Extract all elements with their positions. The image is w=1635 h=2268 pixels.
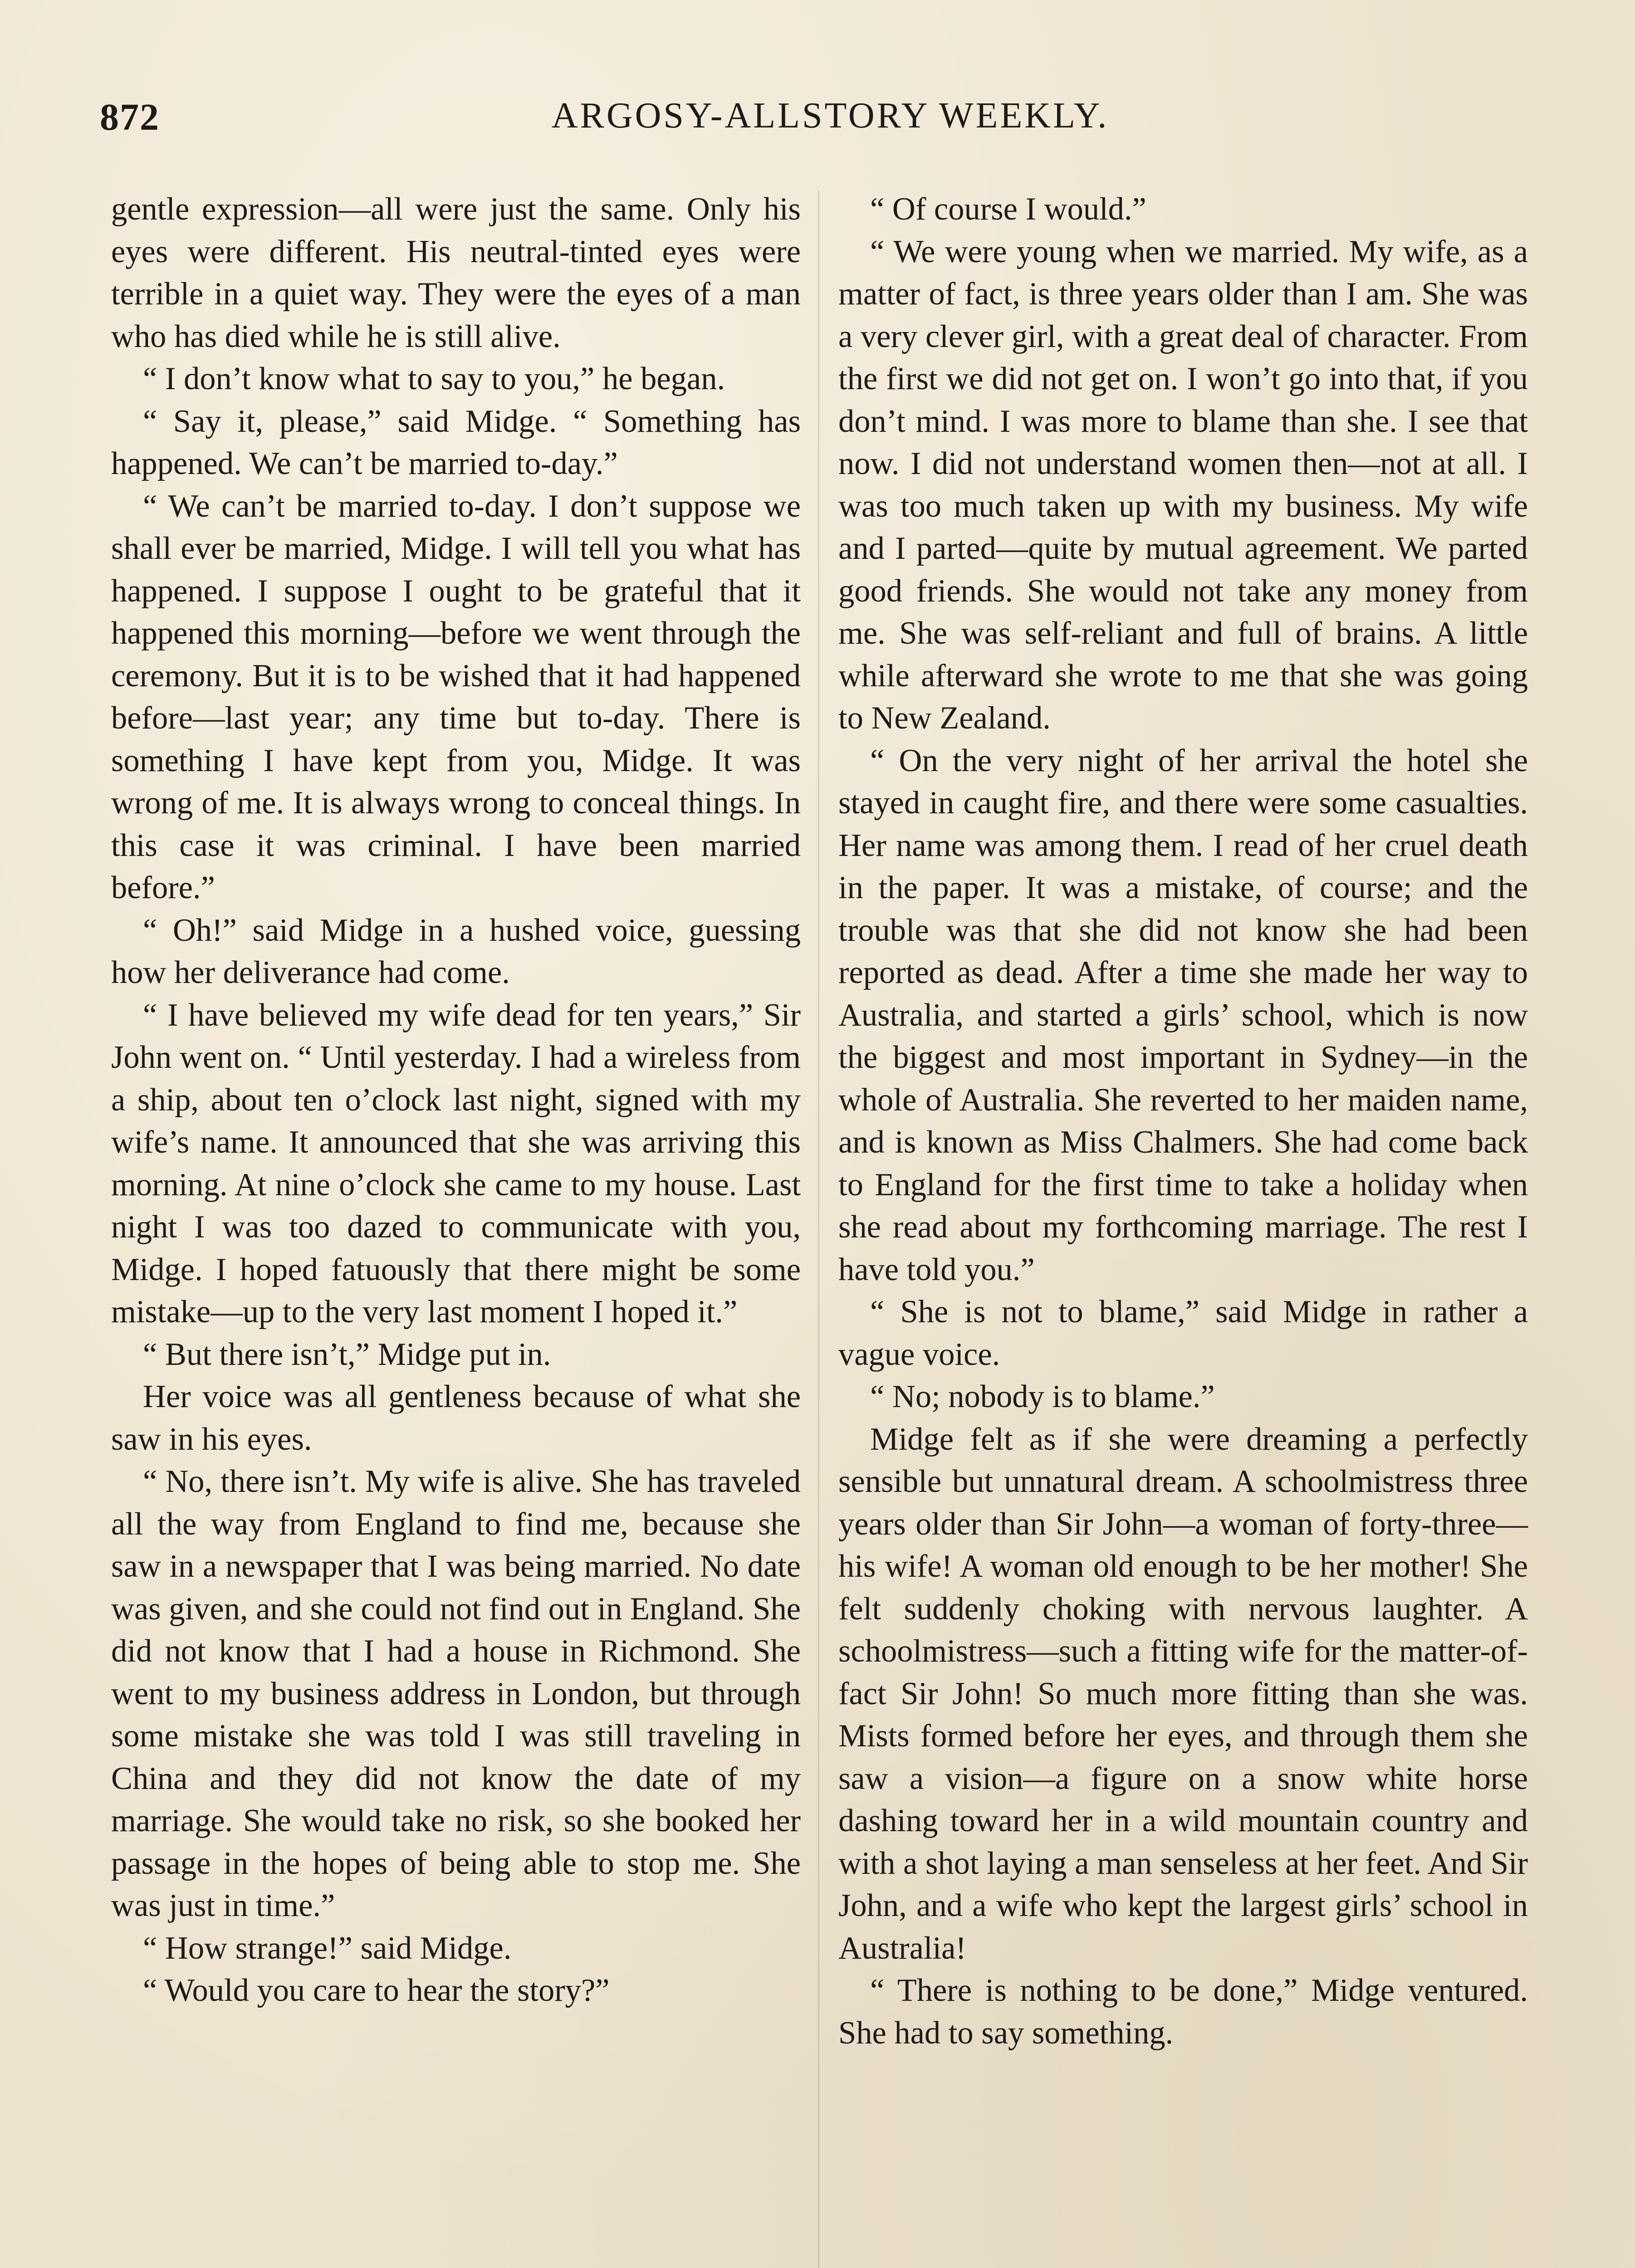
running-head-title: ARGOSY-ALLSTORY WEEKLY.	[551, 96, 1109, 136]
column-divider	[818, 191, 819, 2268]
paragraph: “ I have believed my wife dead for ten years,” Sir John went on. “ Until yesterday. I had a wireless from a ship, about ten o’clock last night, signed with my wife’s name. It announced that she was arriving this morning. At nine o’clock she came to my house. Last night I was too dazed to communicate with you, Midge. I hoped fatuously that there might be some mistake—up to the very last moment I hoped it.”	[111, 997, 801, 1330]
paragraph: “ No, there isn’t. My wife is alive. She has traveled all the way from England to find me, because she saw in a newspaper that I was being married. No date was given, and she could not find out in England. She did not know that I had a house in Richmond. She went to my business address in London, but through some mistake she was told I was still traveling in China and they did not know the date of my marriage. She would take no risk, so she booked her passage in the hopes of being able to stop me. She was just in time.”	[111, 1464, 801, 1923]
paragraph: “ We can’t be married to-day. I don’t suppose we shall ever be married, Midge. I will tell you what has happened. I suppose I ought to be grateful that it happened this morning—before we went through the ceremony. But it is to be wished that it had happened before—last year; any time but to-day. There is something I have kept from you, Midge. It was wrong of me. It is always wrong to conceal things. In this case it was criminal. I have been married before.”	[111, 488, 801, 905]
paragraph: “ Say it, please,” said Midge. “ Something has happened. We can’t be married to-day.”	[111, 403, 801, 481]
paragraph: “ Would you care to hear the story?”	[143, 1973, 610, 2008]
paragraph: Her voice was all gentleness because of what she saw in his eyes.	[111, 1379, 801, 1457]
paragraph: gentle expression—all were just the same. Only his eyes were different. His neutral-tinted eyes were terrible in a quiet way. They were the eyes of a man who has died while he is still alive.	[111, 191, 801, 354]
paragraph: “ Of course I would.”	[870, 191, 1146, 227]
paragraph: “ But there isn’t,” Midge put in.	[143, 1336, 551, 1372]
paragraph: “ Oh!” said Midge in a hushed voice, guessing how her deliverance had come.	[111, 912, 801, 990]
paragraph: “ We were young when we married. My wife, as a matter of fact, is three years older than I am. She was a very clever girl, with a great deal of character. From the first we did not get on. I won’t go into that, if you don’t mind. I was more to blame than she. I see that now. I did not understand women then—not at all. I was too much taken up with my business. My wife and I parted—quite by mutual agreement. We parted good friends. She would not take any money from me. She was self-reliant and full of brains. A little while afterward she wrote to me that she was going to New Zealand.	[838, 234, 1528, 736]
paragraph: “ I don’t know what to say to you,” he began.	[143, 361, 725, 396]
page-header	[100, 95, 1561, 150]
paragraph: “ There is nothing to be done,” Midge ventured. She had to say something.	[838, 1973, 1528, 2051]
paragraph: “ She is not to blame,” said Midge in rather a vague voice.	[838, 1294, 1528, 1372]
paragraph: “ On the very night of her arrival the hotel she stayed in caught fire, and there were some casualties. Her name was among them. I read of her cruel death in the paper. It was a mistake, of course; and the trouble was that she did not know she had been reported as dead. After a time she made her way to Australia, and started a girls’ school, which is now the biggest and most important in Sydney—in the whole of Australia. She reverted to her maiden name, and is known as Miss Chalmers. She had come back to England for the first time to take a holiday when she read about my forthcoming marriage. The rest I have told you.”	[838, 743, 1528, 1287]
paragraph: “ No; nobody is to blame.”	[870, 1379, 1215, 1414]
left-text-column	[111, 188, 801, 2012]
right-text-column	[838, 188, 1528, 2054]
page-number: 872	[100, 96, 160, 138]
paragraph: Midge felt as if she were dreaming a perfectly sensible but unnatural dream. A schoolmistress three years older than Sir John—a woman of forty-three—his wife! A woman old enough to be her mother! She felt suddenly choking with nervous laughter. A schoolmistress—such a fitting wife for the matter-of-fact Sir John! So much more fitting than she was. Mists formed before her eyes, and through them she saw a vision—a figure on a snow white horse dashing toward her in a wild mountain country and with a shot laying a man senseless at her feet. And Sir John, and a wife who kept the largest girls’ school in Australia!	[838, 1421, 1528, 1966]
paragraph: “ How strange!” said Midge.	[143, 1930, 512, 1966]
